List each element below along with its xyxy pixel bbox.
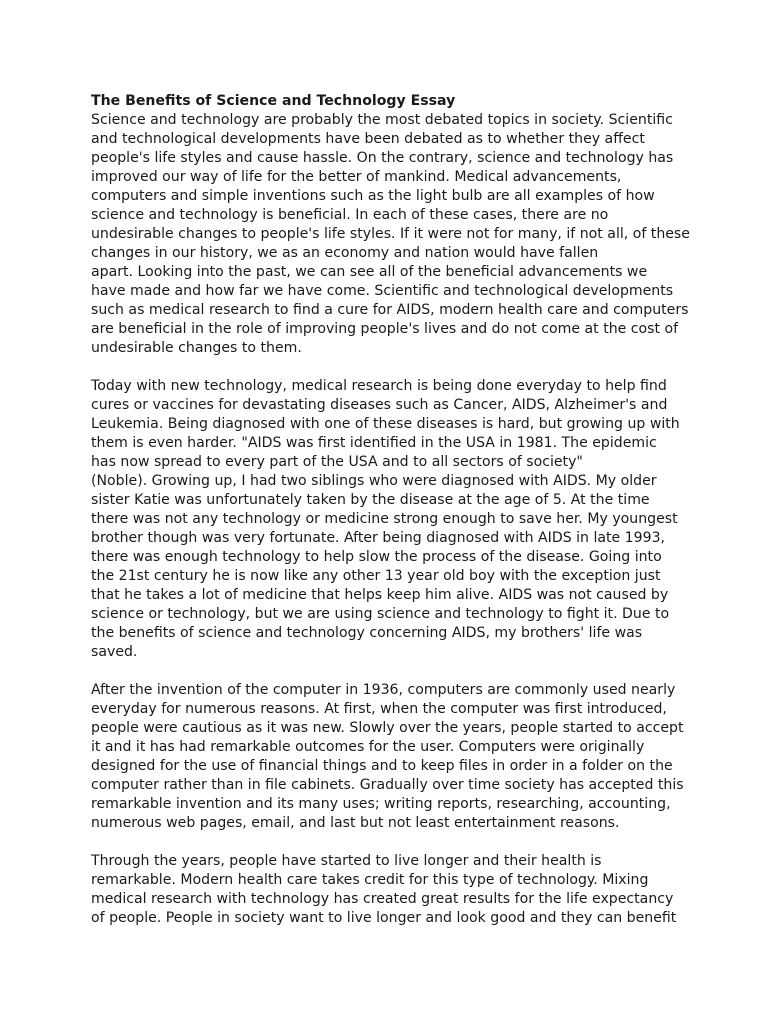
paragraph [91,852,691,928]
text-line: sister Katie was unfortunately taken by the disease at the age of 5. At the time [91,492,650,508]
text-line: such as medical research to find a cure for AIDS, modern health care and computers [91,302,689,318]
text-line: it and it has had remarkable outcomes for the user. Computers were originally [91,739,645,755]
document-body [91,111,691,928]
text-line: are beneficial in the role of improving people's lives and do not come at the cost of [91,321,679,337]
paragraph [91,111,691,358]
text-line: (Noble). Growing up, I had two siblings who were diagnosed with AIDS. My older [91,473,657,489]
document-title: The Benefits of Science and Technology Essay [91,93,456,109]
text-line: the benefits of science and technology concerning AIDS, my brothers' life was [91,625,643,641]
text-line: Leukemia. Being diagnosed with one of these diseases is hard, but growing up with [91,416,680,432]
text-line: computer rather than in file cabinets. Gradually over time society has accepted this [91,777,684,793]
text-line: remarkable invention and its many uses; writing reports, researching, accounting, [91,796,671,812]
text-line: have made and how far we have come. Scientific and technological developments [91,283,674,299]
text-line: them is even harder. "AIDS was first identified in the USA in 1981. The epidemic [91,435,657,451]
text-line: there was enough technology to help slow the process of the disease. Going into [91,549,662,565]
text-line: remarkable. Modern health care takes credit for this type of technology. Mixing [91,872,649,888]
text-line: has now spread to every part of the USA and to all sectors of society" [91,454,583,470]
text-line: saved. [91,644,138,660]
text-line: improved our way of life for the better of mankind. Medical advancements, [91,169,622,185]
text-line: that he takes a lot of medicine that helps keep him alive. AIDS was not caused by [91,587,669,603]
text-line: there was not any technology or medicine strong enough to save her. My youngest [91,511,678,527]
text-line: medical research with technology has created great results for the life expectancy [91,891,674,907]
text-line: cures or vaccines for devastating diseases such as Cancer, AIDS, Alzheimer's and [91,397,668,413]
text-line: science or technology, but we are using science and technology to fight it. Due to [91,606,670,622]
text-line: of people. People in society want to live longer and look good and they can benefit [91,910,677,926]
text-line: everyday for numerous reasons. At first, when the computer was first introduced, [91,701,667,717]
text-line: After the invention of the computer in 1936, computers are commonly used nearly [91,682,676,698]
text-line: numerous web pages, email, and last but not least entertainment reasons. [91,815,620,831]
text-line: Through the years, people have started to live longer and their health is [91,853,602,869]
text-line: Today with new technology, medical research is being done everyday to help find [91,378,667,394]
text-line: science and technology is beneficial. In each of these cases, there are no [91,207,609,223]
text-line: and technological developments have been debated as to whether they affect [91,131,645,147]
text-line: undesirable changes to people's life styles. If it were not for many, if not all, of these [91,226,690,242]
paragraph [91,681,691,833]
text-line: brother though was very fortunate. After being diagnosed with AIDS in late 1993, [91,530,666,546]
text-line: changes in our history, we as an economy and nation would have fallen [91,245,599,261]
text-line: the 21st century he is now like any other 13 year old boy with the exception just [91,568,661,584]
text-line: people's life styles and cause hassle. On the contrary, science and technology has [91,150,674,166]
text-line: people were cautious as it was new. Slowly over the years, people started to accept [91,720,684,736]
text-line: designed for the use of financial things and to keep files in order in a folder on the [91,758,673,774]
text-line: apart. Looking into the past, we can see all of the beneficial advancements we [91,264,648,280]
text-line: computers and simple inventions such as the light bulb are all examples of how [91,188,655,204]
paragraph [91,377,691,662]
document-page [91,92,691,947]
text-line: undesirable changes to them. [91,340,302,356]
text-line: Science and technology are probably the most debated topics in society. Scientific [91,112,673,128]
